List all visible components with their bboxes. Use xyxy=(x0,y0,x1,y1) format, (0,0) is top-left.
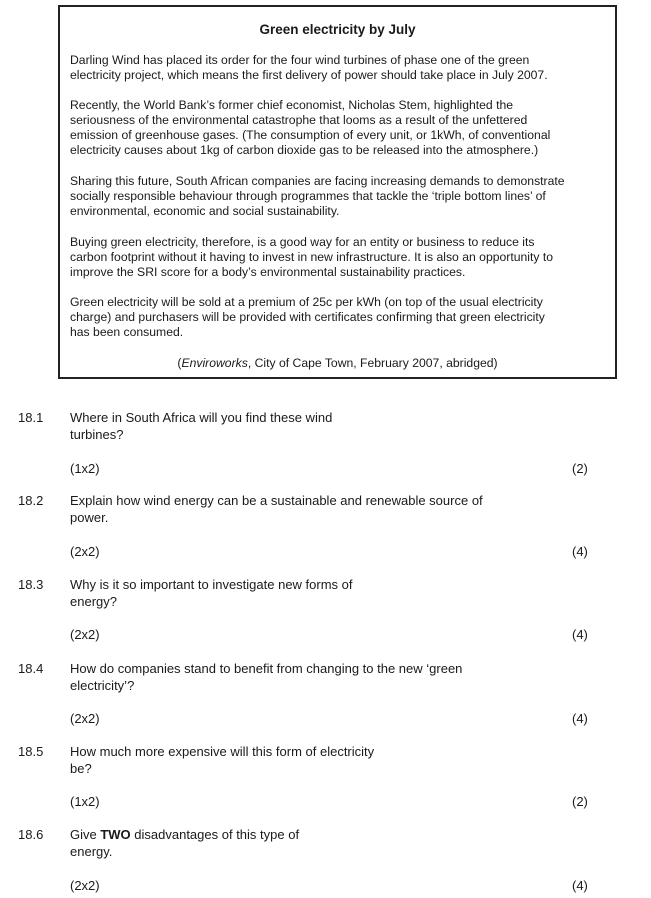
question-line: How much more expensive will this form of electricity xyxy=(70,744,375,759)
question-number: 18.1 xyxy=(18,410,44,425)
question-line: turbines? xyxy=(70,427,124,442)
paragraph-line: has been consumed. xyxy=(70,325,184,339)
mark-allocation: (2x2) xyxy=(70,878,100,893)
question-line: electricity’? xyxy=(70,678,135,693)
question-line: power. xyxy=(70,510,109,525)
paragraph-line: improve the SRI score for a body’s environmental sustainability practices. xyxy=(70,265,466,279)
question-text xyxy=(70,409,410,443)
question-line-post: disadvantages of this type of xyxy=(130,827,300,842)
question-text xyxy=(70,660,530,694)
question-number: 18.6 xyxy=(18,827,44,842)
source-open: ( xyxy=(177,356,182,370)
question-number: 18.4 xyxy=(18,661,44,676)
paragraph-line: electricity project, which means the first delivery of power should take place in July 2007. xyxy=(70,68,548,82)
source-italic: Enviroworks xyxy=(181,356,248,370)
mark-allocation: (2x2) xyxy=(70,544,100,559)
question-text xyxy=(70,826,410,860)
question-line: energy. xyxy=(70,844,113,859)
paragraph-line: seriousness of the environmental catastrophe that looms as a result of the unfettered xyxy=(70,113,528,127)
question-number: 18.5 xyxy=(18,744,44,759)
mark-allocation: (1x2) xyxy=(70,794,100,809)
article-paragraph-2 xyxy=(70,98,610,158)
question-marks: (4) xyxy=(572,878,588,893)
paragraph-line: Sharing this future, South African companies are facing increasing demands to demonstrate xyxy=(70,174,565,188)
question-marks: (4) xyxy=(572,711,588,726)
question-line: energy? xyxy=(70,594,117,609)
paragraph-line: Darling Wind has placed its order for the four wind turbines of phase one of the green xyxy=(70,53,530,67)
article-paragraph-4 xyxy=(70,235,610,280)
question-text xyxy=(70,492,550,526)
article-paragraph-3 xyxy=(70,174,610,219)
question-text xyxy=(70,743,410,777)
article-paragraph-5 xyxy=(70,295,610,340)
mark-allocation: (2x2) xyxy=(70,627,100,642)
paragraph-line: electricity causes about 1kg of carbon dioxide gas to be released into the atmosphere.) xyxy=(70,143,539,157)
question-marks: (4) xyxy=(572,544,588,559)
paragraph-line: socially responsible behaviour through programmes that tackle the ‘triple bottom lines’ of xyxy=(70,189,546,203)
article-source xyxy=(60,356,615,370)
question-line: Where in South Africa will you find these wind xyxy=(70,410,333,425)
paragraph-line: Buying green electricity, therefore, is a good way for an entity or business to reduce its xyxy=(70,235,535,249)
article-box xyxy=(58,5,617,379)
mark-allocation: (1x2) xyxy=(70,461,100,476)
article-title: Green electricity by July xyxy=(259,22,416,37)
question-line xyxy=(70,826,410,843)
paragraph-line: charge) and purchasers will be provided with certificates confirming that green electricity xyxy=(70,310,545,324)
question-marks: (2) xyxy=(572,461,588,476)
question-line: Why is it so important to investigate new forms of xyxy=(70,577,353,592)
question-line: Explain how wind energy can be a sustainable and renewable source of xyxy=(70,493,483,508)
question-marks: (4) xyxy=(572,627,588,642)
paragraph-line: carbon footprint without it having to invest in new infrastructure. It is also an opportunity to xyxy=(70,250,554,264)
article-paragraph-1 xyxy=(70,53,610,83)
question-line: How do companies stand to benefit from changing to the new ‘green xyxy=(70,661,463,676)
mark-allocation: (2x2) xyxy=(70,711,100,726)
question-line-bold: TWO xyxy=(100,827,131,842)
paragraph-line: Recently, the World Bank’s former chief economist, Nicholas Stem, highlighted the xyxy=(70,98,514,112)
question-marks: (2) xyxy=(572,794,588,809)
paragraph-line: emission of greenhouse gases. (The consumption of every unit, or 1kWh, of conventional xyxy=(70,128,551,142)
question-text xyxy=(70,576,410,610)
paragraph-line: environmental, economic and social sustainability. xyxy=(70,204,340,218)
paragraph-line: Green electricity will be sold at a premium of 25c per kWh (on top of the usual electricity xyxy=(70,295,543,309)
question-line-pre: Give xyxy=(70,827,101,842)
question-number: 18.2 xyxy=(18,493,44,508)
question-number: 18.3 xyxy=(18,577,44,592)
question-line: be? xyxy=(70,761,92,776)
source-rest: , City of Cape Town, February 2007, abridged) xyxy=(247,356,498,370)
